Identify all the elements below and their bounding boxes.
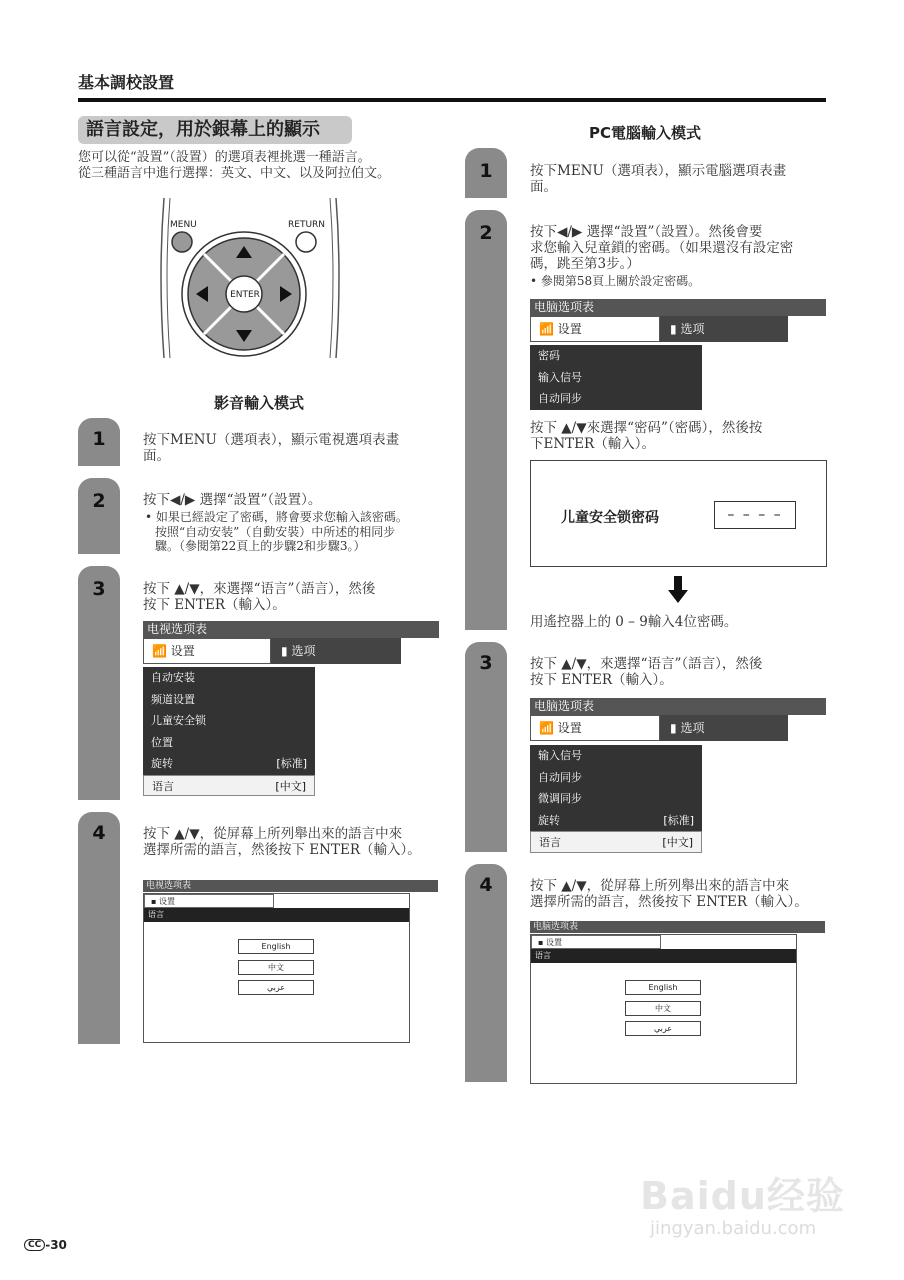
arrow-down-icon — [668, 576, 688, 604]
pc-step-2-after — [530, 420, 830, 452]
page-header-title: 基本調校設置 — [78, 73, 175, 92]
pc-menu-2-tab-options[interactable] — [660, 715, 788, 741]
pc-menu-1-tab-settings[interactable] — [530, 316, 660, 342]
av-step-3-line-1: 按下 ▲/▼，來選擇“语言”（語言），然後 — [143, 581, 376, 597]
pc-lang-heading: 语言 — [531, 949, 796, 963]
pc-menu-2-tab-settings-label: 设置 — [557, 721, 582, 735]
lang-option-english[interactable]: English — [238, 939, 314, 954]
pc-menu-2-title: 电脑选项表 — [530, 698, 826, 715]
menu-button-icon — [172, 232, 192, 252]
pc-step-1-text — [530, 163, 830, 195]
pc-mode-title: PC電腦輸入模式 — [588, 124, 701, 142]
pc-menu-2 — [530, 698, 826, 741]
av-step-4-number: 4 — [92, 822, 106, 844]
pc-menu-1-tab-options-label: 选项 — [680, 322, 705, 336]
pc-step-4-text — [530, 878, 830, 910]
av-step-3-text — [143, 581, 443, 613]
pc-step-4-line-2: 選擇所需的語言，然後按下 ENTER（輸入）。 — [530, 894, 808, 910]
page-number — [24, 1238, 67, 1252]
password-input[interactable]: – – – – — [714, 501, 796, 529]
tv-menu-list — [143, 667, 315, 796]
pc-step-2-after-1: 按下 ▲/▼來選擇“密码”（密碼），然後按 — [530, 420, 763, 436]
pc-step-2-bar — [465, 210, 507, 630]
pc-menu-1-title: 电脑选项表 — [530, 299, 826, 316]
menu-item-rotate[interactable]: 旋转 [标准] — [538, 813, 694, 827]
tab-settings-label: 设置 — [170, 644, 195, 658]
tv-lang-menu-title: 电视选项表 — [143, 880, 438, 892]
menu-item-password[interactable]: 密码 — [538, 349, 560, 362]
tv-language-menu — [143, 893, 410, 1043]
cc-icon: CC — [24, 1239, 45, 1251]
pc-menu-2-tab-options-label: 选项 — [680, 721, 705, 735]
av-step-4-line-1: 按下 ▲/▼，從屏幕上所列舉出來的語言中來 — [143, 826, 403, 842]
av-step-3-number: 3 — [92, 578, 106, 600]
pc-menu-1 — [530, 299, 826, 342]
menu-item-language[interactable]: 语言 [中文] — [530, 831, 702, 853]
tab-settings[interactable] — [143, 638, 271, 664]
pc-lang-menu-title: 电脑选项表 — [530, 921, 825, 933]
av-step-3-bar — [78, 566, 120, 800]
pc-step-3-text — [530, 656, 830, 688]
av-step-1-number: 1 — [92, 428, 106, 450]
pc-step-1-line-2: 面。 — [530, 179, 557, 195]
tv-menu — [143, 621, 439, 664]
menu-item-channel-settings[interactable]: 频道设置 — [151, 692, 195, 706]
menu-item-auto-sync[interactable]: 自动同步 — [538, 770, 582, 784]
options-icon: ▮ — [670, 322, 677, 336]
pc-step-3-number: 3 — [479, 652, 493, 674]
return-button-icon — [296, 232, 316, 252]
av-step-2-bullet — [145, 510, 445, 554]
child-lock-password-box — [530, 460, 827, 567]
password-label: 儿童安全锁密码 — [561, 510, 659, 526]
pc-language-menu — [530, 934, 797, 1084]
menu-item-fine-sync[interactable]: 微调同步 — [538, 792, 582, 805]
pc-menu-1-tab-settings-label: 设置 — [557, 322, 582, 336]
remote-icon: 📶 — [539, 721, 554, 735]
pc-step-3-line-1: 按下 ▲/▼，來選擇“语言”（語言），然後 — [530, 656, 763, 672]
pc-step-4-number: 4 — [479, 874, 493, 896]
tv-language-menu-title — [143, 880, 438, 892]
menu-item-input-signal[interactable]: 输入信号 — [538, 370, 582, 384]
av-step-3-line-2: 按下 ENTER（輸入）。 — [143, 597, 286, 613]
lang-option-arabic[interactable]: عربي — [238, 980, 314, 995]
remote-return-label: RETURN — [288, 220, 326, 230]
av-step-1-text — [143, 432, 443, 464]
remote-icon: 📶 — [539, 322, 554, 336]
baidu-watermark-logo: Baidu经验 — [640, 1174, 845, 1218]
pc-menu-2-tab-settings[interactable] — [530, 715, 660, 741]
pc-step-3-line-2: 按下 ENTER（輸入）。 — [530, 672, 673, 688]
menu-item-rotate[interactable]: 旋转 [标准] — [151, 757, 307, 770]
pc-step-2-note: 用遙控器上的 0 – 9輸入4位密碼。 — [530, 614, 738, 630]
av-step-1-line-1: 按下MENU（選項表），顯示電視選項表畫 — [143, 432, 400, 448]
baidu-watermark-url: jingyan.baidu.com — [650, 1218, 817, 1239]
pc-step-2-line-2: 求您輸入兒童鎖的密碼。（如果還沒有設定密 — [530, 240, 794, 256]
av-step-2-number: 2 — [92, 490, 106, 512]
remote-icon: 📶 — [152, 644, 167, 658]
menu-item-language[interactable]: 语言 [中文] — [143, 775, 315, 797]
lang-option-chinese[interactable]: 中文 — [625, 1001, 701, 1016]
av-step-2-line-1: 按下◀/▶ 選擇“設置”（設置）。 — [143, 492, 322, 508]
menu-item-input-signal[interactable]: 输入信号 — [538, 749, 582, 762]
tab-options-label: 选项 — [291, 644, 316, 658]
options-icon: ▮ — [281, 644, 288, 658]
pc-step-2-after-2: 下ENTER（輸入）。 — [530, 436, 655, 452]
pc-menu-2-list — [530, 745, 702, 853]
tv-lang-heading: 语言 — [144, 908, 409, 922]
pc-menu-1-tab-options[interactable] — [660, 316, 788, 342]
pc-step-1-line-1: 按下MENU（選項表），顯示電腦選項表畫 — [530, 163, 787, 179]
av-step-2-bullet-3: 驟。（參閱第22頁上的步驟2和步驟3。） — [155, 539, 366, 553]
pc-menu-1-list — [530, 345, 702, 410]
remote-menu-label: MENU — [170, 220, 197, 230]
remote-enter-label: ENTER — [230, 290, 260, 300]
menu-item-child-lock[interactable]: 儿童安全锁 — [151, 714, 206, 727]
pc-language-menu-title — [530, 921, 825, 933]
pc-step-1-number: 1 — [479, 160, 493, 182]
page-number-value: -30 — [45, 1238, 67, 1252]
options-icon: ▮ — [670, 721, 677, 735]
pc-lang-tab-settings: ▪ 设置 — [531, 935, 661, 949]
pc-step-2-number: 2 — [479, 222, 493, 244]
tv-lang-tab-settings: ▪ 设置 — [144, 894, 274, 908]
pc-step-2-line-3: 碼，跳至第3步。） — [530, 256, 640, 272]
intro-line-2: 從三種語言中進行選擇：英文、中文、以及阿拉伯文。 — [78, 166, 391, 181]
av-step-4-bar — [78, 812, 120, 1044]
av-step-2-bullet-2: 按照“自动安装”（自動安裝）中所述的相同步 — [155, 524, 396, 539]
lang-option-arabic[interactable]: عربي — [625, 1021, 701, 1036]
av-step-4-line-2: 選擇所需的語言，然後按下 ENTER（輸入）。 — [143, 842, 421, 858]
pc-step-2-line-1: 按下◀/▶ 選擇“設置”（設置）。然後會要 — [530, 224, 763, 240]
av-step-1-line-2: 面。 — [143, 448, 170, 464]
pc-step-4-bar — [465, 864, 507, 1082]
menu-item-auto-install[interactable]: 自动安装 — [151, 671, 195, 684]
pc-step-4-line-1: 按下 ▲/▼，從屏幕上所列舉出來的語言中來 — [530, 878, 790, 894]
lang-option-english[interactable]: English — [625, 980, 701, 995]
av-mode-title: 影音輸入模式 — [213, 394, 304, 412]
section-title: 語言設定，用於銀幕上的顯示 — [78, 116, 352, 144]
menu-item-auto-sync[interactable]: 自动同步 — [538, 392, 582, 405]
av-step-4-text — [143, 826, 443, 858]
header-rule — [78, 98, 826, 102]
menu-item-position[interactable]: 位置 — [151, 735, 173, 749]
intro-text — [78, 150, 440, 182]
intro-line-1: 您可以從“設置”（設置）的選項表裡挑選一種語言。 — [78, 150, 371, 165]
pc-step-2-text — [530, 224, 830, 272]
tv-menu-title: 电视选项表 — [143, 621, 439, 638]
lang-option-chinese[interactable]: 中文 — [238, 960, 314, 975]
pc-step-2-bullet: • 參閱第58頁上關於設定密碼。 — [530, 274, 701, 288]
tab-options[interactable] — [271, 638, 401, 664]
av-step-2-bullet-1: • 如果已經設定了密碼，將會要求您輸入該密碼。 — [145, 510, 408, 524]
